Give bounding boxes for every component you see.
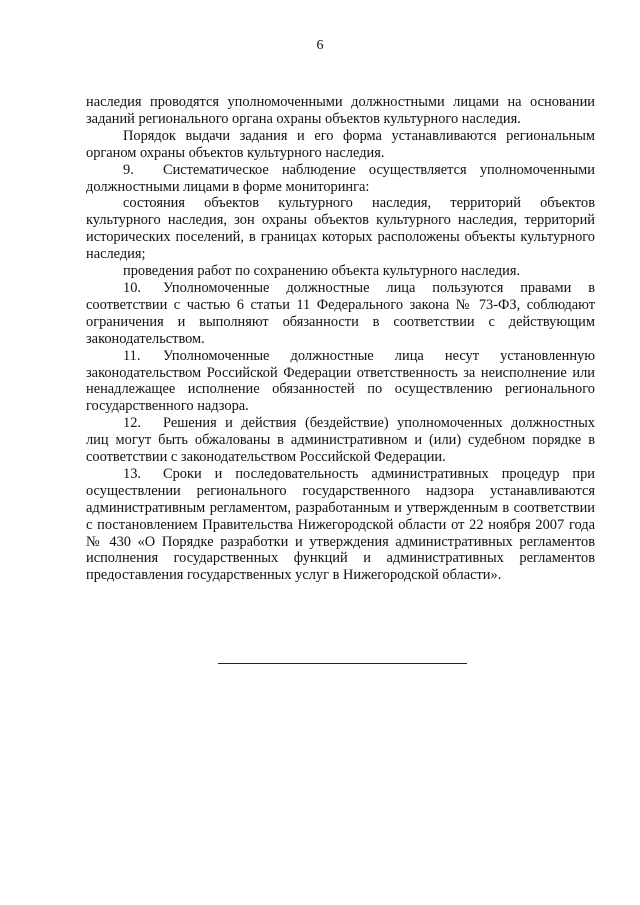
paragraph-item-11	[86, 348, 595, 416]
page-number: 6	[316, 38, 324, 53]
paragraph-item-10	[86, 280, 595, 348]
item-text: Решения и действия (бездействие) уполномоченных должностных лиц могут быть обжалованы в административном и (или) судебном порядке в соответствии с законодательством Российской Федерации.	[86, 415, 595, 466]
item-text: Уполномоченные должностные лица пользуются правами в соответствии с частью 6 статьи 11 Федерального закона № 73-ФЗ, соблюдают ограничения и выполняют обязанности в соответствии с действующим законодательством.	[86, 279, 595, 347]
paragraph-item-13	[86, 466, 595, 584]
paragraph-item-12	[86, 415, 595, 466]
item-number: 10.	[123, 279, 141, 296]
paragraph-monitoring-state: состояния объектов культурного наследия, территорий объектов культурного наследия, зон охраны объектов культурного наследия, территорий исторических поселений, в границах которых расположены объекты культурного наследия;	[86, 195, 595, 263]
closing-divider-line	[218, 663, 467, 664]
paragraph-task-procedure: Порядок выдачи задания и его форма устанавливаются региональным органом охраны объектов культурного наследия.	[86, 127, 595, 161]
paragraph-continuation: наследия проводятся уполномоченными должностными лицами на основании заданий регионального органа охраны объектов культурного наследия.	[86, 94, 595, 127]
item-text: Сроки и последовательность административных процедур при осуществлении регионального государственного надзора устанавливаются административным регламентом, разработанным и утвержденным в соответствии с постановлением Правительства Нижегородской области от 22 ноября 2007 года № 430 «О Порядке разработки и утверждения административных регламентов исполнения государственных функций и административных регламентов предоставления государственных услуг в Нижегородской области».	[86, 465, 595, 584]
paragraph-monitoring-works: проведения работ по сохранению объекта культурного наследия.	[123, 263, 521, 280]
item-number: 12.	[123, 415, 141, 432]
item-number: 11.	[123, 347, 141, 364]
document-body	[86, 94, 595, 584]
item-text: Уполномоченные должностные лица несут установленную законодательством Российской Федерации ответственность за неисполнение или ненадлежащее исполнение обязанностей по осуществлению регионального государственного надзора.	[86, 347, 595, 415]
item-number: 9.	[123, 161, 134, 178]
item-text: Систематическое наблюдение осуществляется уполномоченными должностными лицами в форме мониторинга:	[86, 161, 595, 195]
item-number: 13.	[123, 465, 141, 482]
paragraph-item-9	[86, 162, 595, 196]
